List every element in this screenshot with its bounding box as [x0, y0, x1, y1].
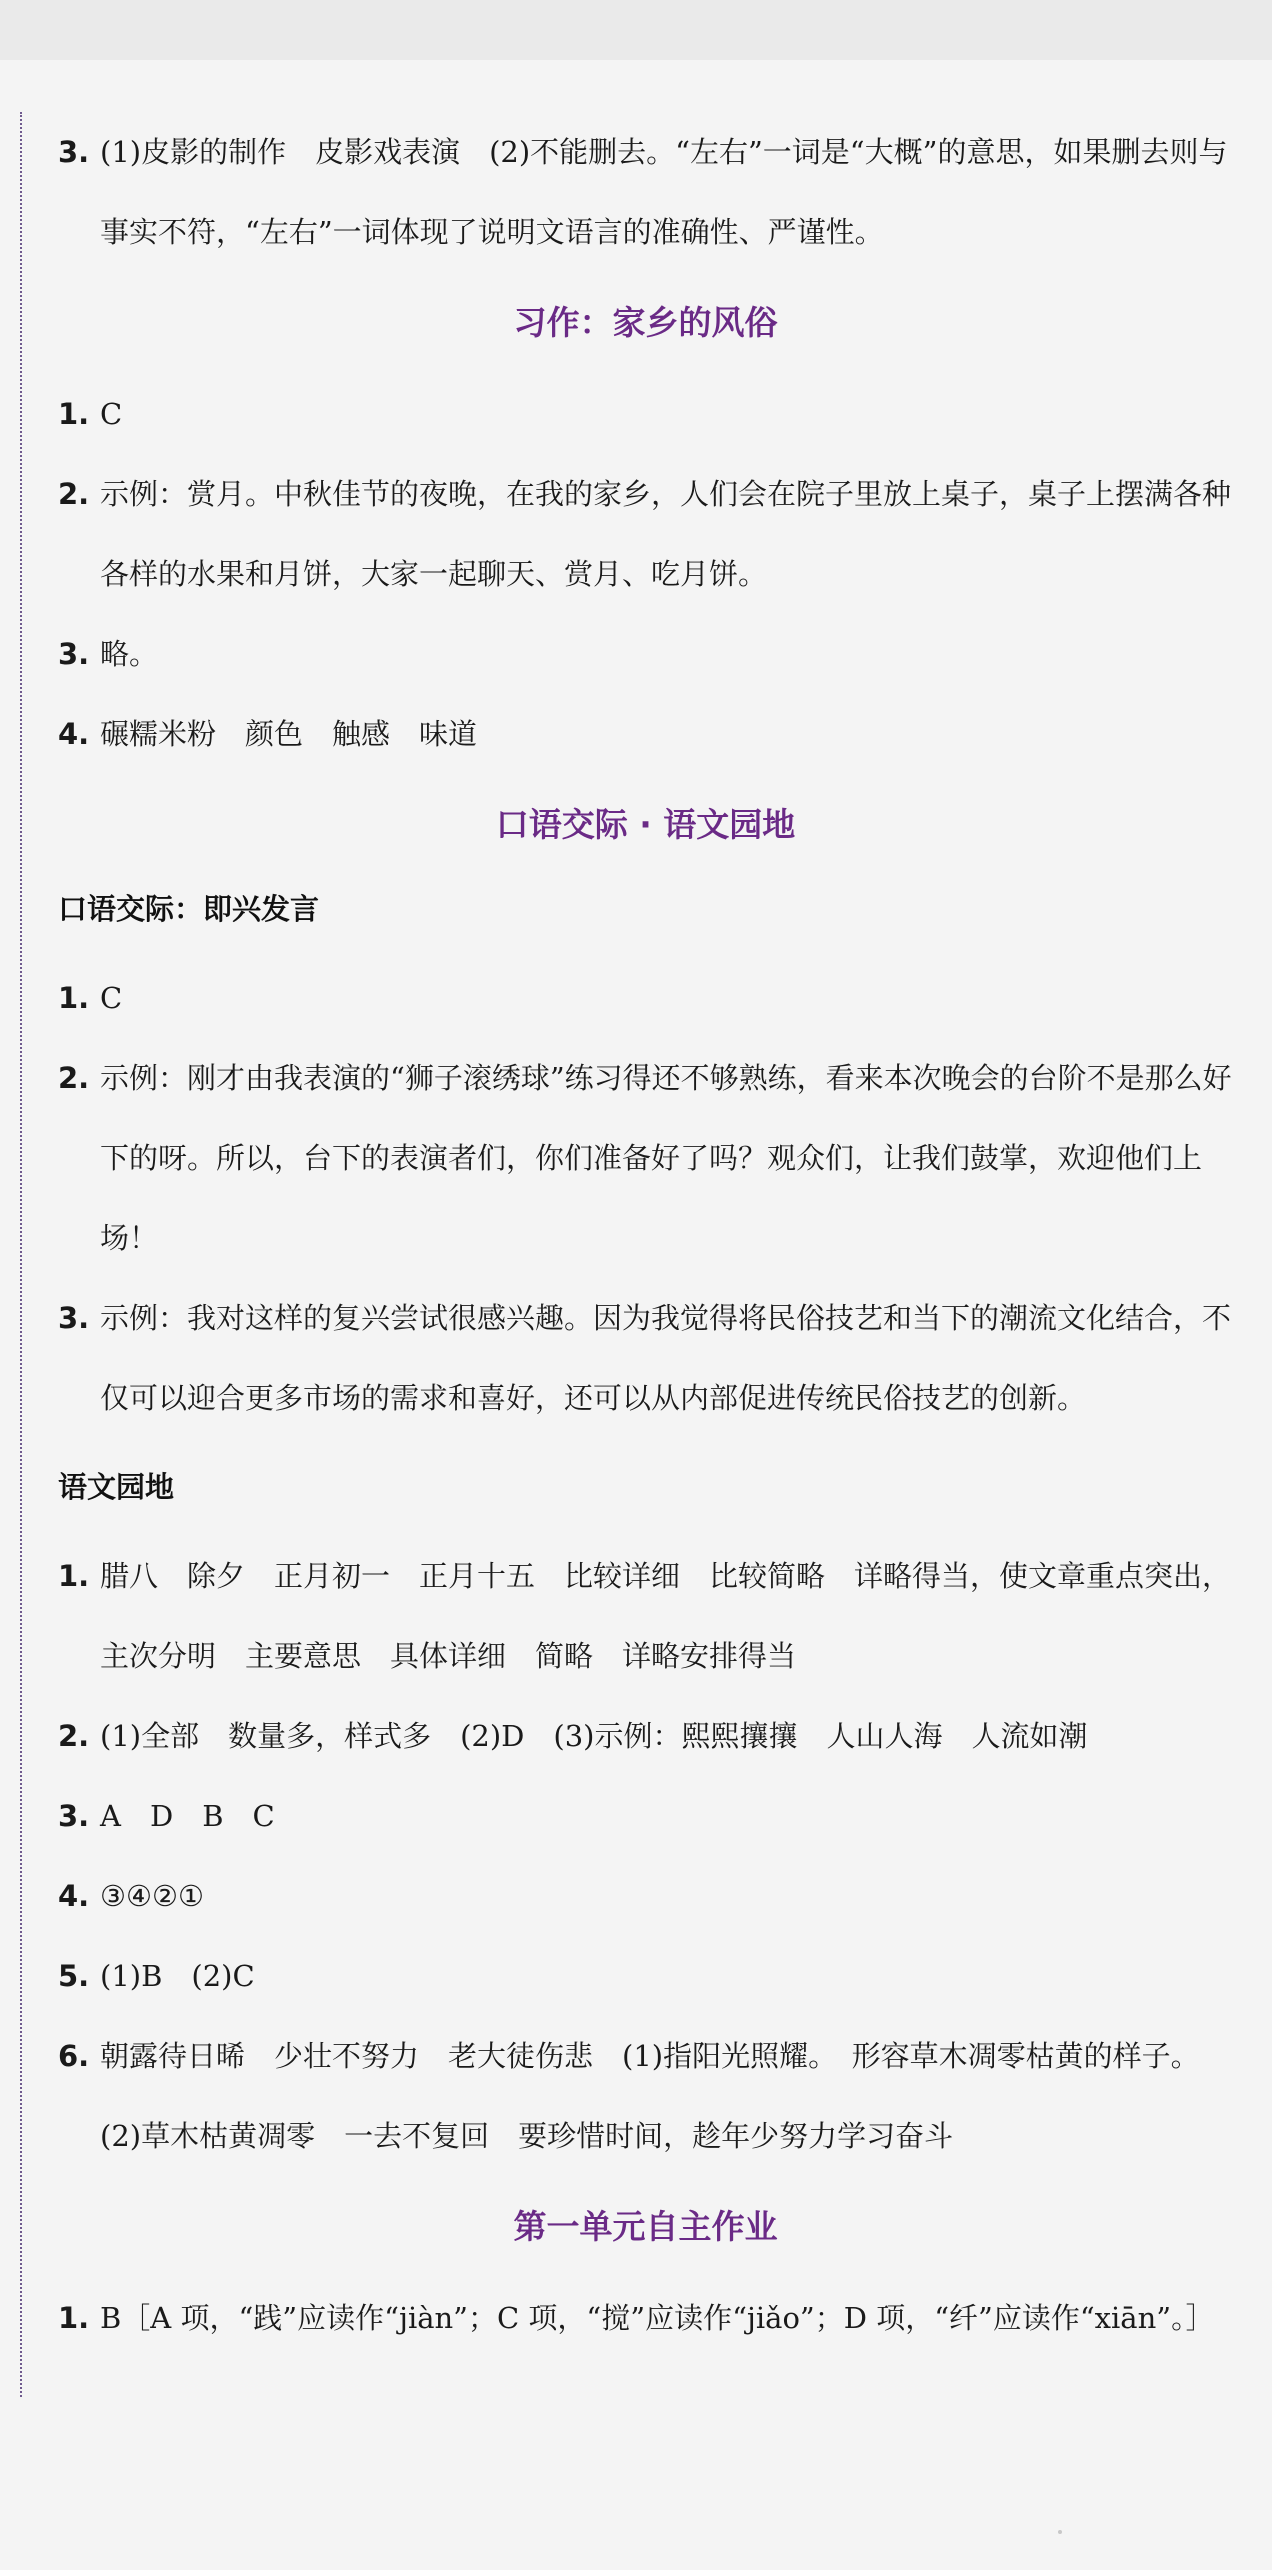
- list-item: [58, 454, 1233, 614]
- item-number: 3.: [58, 1799, 90, 1833]
- list-item: [58, 1038, 1233, 1278]
- item-text: A D B C: [100, 1799, 275, 1833]
- item-text: ③④②①: [100, 1879, 204, 1913]
- list-item: [58, 1278, 1233, 1438]
- section-title-composition: 习作：家乡的风俗: [513, 303, 778, 342]
- item-number: 3.: [58, 1301, 90, 1335]
- item-text: (1)皮影的制作 皮影戏表演 (2)不能删去。“左右”一词是“大概”的意思，如果删去则与事实不符，“左右”一词体现了说明文语言的准确性、严谨性。: [100, 135, 1228, 249]
- item-text: 示例：我对这样的复兴尝试很感兴趣。因为我觉得将民俗技艺和当下的潮流文化结合，不仅可以迎合更多市场的需求和喜好，还可以从内部促进传统民俗技艺的创新。: [100, 1301, 1232, 1415]
- item-number: 1.: [58, 981, 90, 1015]
- item-text: C: [100, 397, 123, 431]
- subsection-title-impromptu-speech: 口语交际：即兴发言: [58, 892, 320, 926]
- item-number: 5.: [58, 1959, 90, 1993]
- item-text: (1)B (2)C: [100, 1959, 255, 1993]
- item-number: 4.: [58, 1879, 90, 1913]
- item-text: B［A 项，“践”应读作“jiàn”；C 项，“搅”应读作“jiǎo”；D 项，“纤”应读作“xiān”。］: [100, 2301, 1215, 2335]
- item-number: 4.: [58, 717, 90, 751]
- item-text: 腊八 除夕 正月初一 正月十五 比较详细 比较简略 详略得当，使文章重点突出，主次分明 主要意思 具体详细 简略 详略安排得当: [100, 1559, 1232, 1673]
- top-band: [0, 0, 1272, 60]
- item-text: 朝露待日晞 少壮不努力 老大徒伤悲 (1)指阳光照耀。 形容草木凋零枯黄的样子。 (2)草木枯黄凋零 一去不复回 要珍惜时间，趁年少努力学习奋斗: [100, 2039, 1215, 2153]
- list-item: [58, 1776, 1233, 1856]
- list-item: [58, 694, 1233, 774]
- item-number: 3.: [58, 135, 90, 169]
- binding-margin-line: [20, 112, 22, 2397]
- item-text: 略。: [100, 637, 159, 671]
- item-number: 1.: [58, 397, 90, 431]
- list-item: [58, 112, 1233, 272]
- item-text: C: [100, 981, 123, 1015]
- list-item: [58, 2016, 1233, 2176]
- item-number: 2.: [58, 1719, 90, 1753]
- section-title-oral-communication: 口语交际 · 语文园地: [495, 805, 796, 844]
- item-text: (1)全部 数量多，样式多 (2)D (3)示例：熙熙攘攘 人山人海 人流如潮: [100, 1719, 1088, 1753]
- item-number: 3.: [58, 637, 90, 671]
- item-number: 1.: [58, 2301, 90, 2335]
- list-item: [58, 1536, 1233, 1696]
- list-item: [58, 374, 1233, 454]
- list-item: [58, 958, 1233, 1038]
- item-number: 6.: [58, 2039, 90, 2073]
- item-text: 示例：刚才由我表演的“狮子滚绣球”练习得还不够熟练，看来本次晚会的台阶不是那么好下的呀。所以，台下的表演者们，你们准备好了吗？观众们，让我们鼓掌，欢迎他们上场！: [100, 1061, 1232, 1255]
- list-item: [58, 2278, 1233, 2358]
- item-number: 2.: [58, 1061, 90, 1095]
- item-number: 1.: [58, 1559, 90, 1593]
- item-text: 示例：赏月。中秋佳节的夜晚，在我的家乡，人们会在院子里放上桌子，桌子上摆满各种各样的水果和月饼，大家一起聊天、赏月、吃月饼。: [100, 477, 1232, 591]
- section-title-unit-one-homework: 第一单元自主作业: [513, 2207, 778, 2246]
- list-item: [58, 1856, 1233, 1936]
- list-item: [58, 1936, 1233, 2016]
- scan-speck: [1058, 2530, 1062, 2534]
- list-item: [58, 614, 1233, 694]
- item-text: 碾糯米粉 颜色 触感 味道: [100, 717, 478, 751]
- answer-content: [58, 112, 1233, 2358]
- item-number: 2.: [58, 477, 90, 511]
- list-item: [58, 1696, 1233, 1776]
- subsection-title-chinese-garden: 语文园地: [58, 1470, 175, 1504]
